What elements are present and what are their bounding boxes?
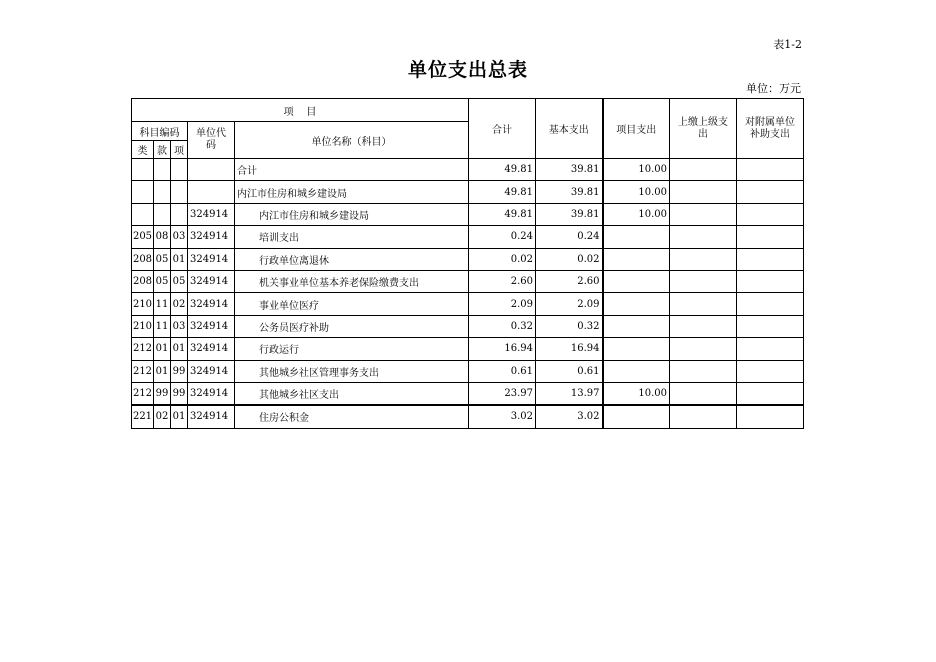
cell-total: 0.02	[469, 248, 536, 270]
cell-project: 10.00	[603, 181, 670, 203]
cell-unit-code: 324914	[188, 270, 235, 292]
cell-subsidy	[737, 360, 804, 382]
cell-unit-name: 其他城乡社区支出	[235, 382, 469, 405]
cell-upper	[670, 159, 737, 181]
cell-upper	[670, 338, 737, 360]
cell-subsidy	[737, 293, 804, 315]
cell-xiang	[171, 159, 188, 181]
cell-upper	[670, 293, 737, 315]
cell-kuan: 99	[154, 382, 171, 405]
cell-kuan: 11	[154, 293, 171, 315]
cell-upper	[670, 203, 737, 225]
cell-lei: 210	[132, 293, 154, 315]
cell-unit-code: 324914	[188, 315, 235, 337]
cell-xiang: 01	[171, 248, 188, 270]
page-title: 单位支出总表	[407, 59, 528, 81]
cell-basic: 0.32	[536, 315, 603, 337]
cell-subsidy	[737, 203, 804, 225]
cell-xiang	[171, 203, 188, 225]
table-row	[132, 181, 804, 203]
cell-project	[603, 226, 670, 248]
cell-basic: 0.24	[536, 226, 603, 248]
cell-unit-name: 事业单位医疗	[235, 293, 469, 315]
table-row	[132, 203, 804, 225]
cell-basic: 39.81	[536, 159, 603, 181]
header-subject-code: 科目编码	[132, 122, 188, 141]
cell-basic: 2.09	[536, 293, 603, 315]
cell-xiang	[171, 181, 188, 203]
cell-subsidy	[737, 338, 804, 360]
cell-unit-code: 324914	[188, 248, 235, 270]
cell-lei	[132, 203, 154, 225]
cell-xiang: 03	[171, 315, 188, 337]
cell-subsidy	[737, 405, 804, 428]
expenditure-table	[131, 98, 804, 429]
cell-project	[603, 315, 670, 337]
cell-unit-name: 公务员医疗补助	[235, 315, 469, 337]
cell-unit-code: 324914	[188, 226, 235, 248]
cell-total: 49.81	[469, 159, 536, 181]
cell-total: 49.81	[469, 203, 536, 225]
table-row	[132, 382, 804, 405]
cell-unit-name: 机关事业单位基本养老保险缴费支出	[235, 270, 469, 292]
cell-xiang: 02	[171, 293, 188, 315]
cell-lei: 212	[132, 382, 154, 405]
cell-basic: 0.02	[536, 248, 603, 270]
table-row	[132, 315, 804, 337]
header-lei: 类	[132, 141, 154, 159]
cell-unit-code: 324914	[188, 360, 235, 382]
table-row	[132, 405, 804, 428]
table-row	[132, 248, 804, 270]
cell-lei: 212	[132, 338, 154, 360]
unit-label: 单位：万元	[746, 82, 801, 95]
cell-kuan	[154, 203, 171, 225]
cell-unit-name: 内江市住房和城乡建设局	[235, 181, 469, 203]
cell-kuan: 05	[154, 270, 171, 292]
cell-subsidy	[737, 181, 804, 203]
cell-subsidy	[737, 226, 804, 248]
header-xiang: 项	[171, 141, 188, 159]
cell-total: 3.02	[469, 405, 536, 428]
cell-kuan: 05	[154, 248, 171, 270]
cell-basic: 13.97	[536, 382, 603, 405]
cell-upper	[670, 270, 737, 292]
cell-upper	[670, 248, 737, 270]
cell-kuan: 08	[154, 226, 171, 248]
cell-unit-name: 行政单位离退休	[235, 248, 469, 270]
cell-basic: 16.94	[536, 338, 603, 360]
cell-total: 0.24	[469, 226, 536, 248]
cell-upper	[670, 382, 737, 405]
cell-unit-code	[188, 159, 235, 181]
cell-upper	[670, 405, 737, 428]
table-row	[132, 226, 804, 248]
cell-unit-code: 324914	[188, 382, 235, 405]
header-project: 项目支出	[603, 99, 670, 159]
header-kuan: 款	[154, 141, 171, 159]
table-code: 表1-2	[773, 38, 802, 51]
cell-unit-code	[188, 181, 235, 203]
cell-total: 2.60	[469, 270, 536, 292]
cell-unit-name: 其他城乡社区管理事务支出	[235, 360, 469, 382]
cell-project	[603, 293, 670, 315]
cell-project: 10.00	[603, 203, 670, 225]
cell-total: 0.61	[469, 360, 536, 382]
cell-xiang: 03	[171, 226, 188, 248]
cell-kuan: 01	[154, 338, 171, 360]
cell-total: 2.09	[469, 293, 536, 315]
cell-lei: 210	[132, 315, 154, 337]
cell-total: 16.94	[469, 338, 536, 360]
cell-kuan: 11	[154, 315, 171, 337]
cell-upper	[670, 315, 737, 337]
cell-unit-name: 内江市住房和城乡建设局	[235, 203, 469, 225]
cell-lei: 221	[132, 405, 154, 428]
cell-xiang: 99	[171, 360, 188, 382]
cell-xiang: 01	[171, 338, 188, 360]
cell-project: 10.00	[603, 382, 670, 405]
header-total: 合计	[469, 99, 536, 159]
cell-upper	[670, 226, 737, 248]
cell-project	[603, 270, 670, 292]
cell-lei: 212	[132, 360, 154, 382]
cell-subsidy	[737, 315, 804, 337]
cell-unit-name: 住房公积金	[235, 405, 469, 428]
cell-lei: 205	[132, 226, 154, 248]
table-row	[132, 360, 804, 382]
cell-lei: 208	[132, 270, 154, 292]
cell-project	[603, 360, 670, 382]
cell-xiang: 99	[171, 382, 188, 405]
cell-lei: 208	[132, 248, 154, 270]
cell-basic: 3.02	[536, 405, 603, 428]
cell-kuan	[154, 159, 171, 181]
cell-total: 0.32	[469, 315, 536, 337]
header-basic: 基本支出	[536, 99, 603, 159]
cell-xiang: 01	[171, 405, 188, 428]
cell-xiang: 05	[171, 270, 188, 292]
cell-basic: 0.61	[536, 360, 603, 382]
cell-basic: 2.60	[536, 270, 603, 292]
cell-project	[603, 338, 670, 360]
cell-lei	[132, 181, 154, 203]
cell-subsidy	[737, 159, 804, 181]
cell-subsidy	[737, 248, 804, 270]
cell-project	[603, 248, 670, 270]
cell-unit-code: 324914	[188, 405, 235, 428]
cell-project: 10.00	[603, 159, 670, 181]
cell-total: 49.81	[469, 181, 536, 203]
cell-total: 23.97	[469, 382, 536, 405]
cell-basic: 39.81	[536, 203, 603, 225]
header-unit-code: 单位代码	[188, 122, 235, 159]
header-upper: 上缴上级支出	[670, 99, 737, 159]
cell-unit-name: 行政运行	[235, 338, 469, 360]
header-subsidy: 对附属单位补助支出	[737, 99, 804, 159]
cell-unit-code: 324914	[188, 293, 235, 315]
cell-unit-name: 培训支出	[235, 226, 469, 248]
table-row	[132, 159, 804, 181]
cell-subsidy	[737, 382, 804, 405]
header-unit-name: 单位名称（科目）	[235, 122, 469, 159]
table-row	[132, 270, 804, 292]
cell-unit-code: 324914	[188, 203, 235, 225]
header-item: 项 目	[132, 99, 469, 122]
cell-kuan	[154, 181, 171, 203]
cell-basic: 39.81	[536, 181, 603, 203]
cell-unit-code: 324914	[188, 338, 235, 360]
cell-lei	[132, 159, 154, 181]
cell-subsidy	[737, 270, 804, 292]
table-row	[132, 338, 804, 360]
cell-unit-name: 合计	[235, 159, 469, 181]
cell-upper	[670, 181, 737, 203]
cell-kuan: 01	[154, 360, 171, 382]
cell-project	[603, 405, 670, 428]
cell-kuan: 02	[154, 405, 171, 428]
table-row	[132, 293, 804, 315]
cell-upper	[670, 360, 737, 382]
